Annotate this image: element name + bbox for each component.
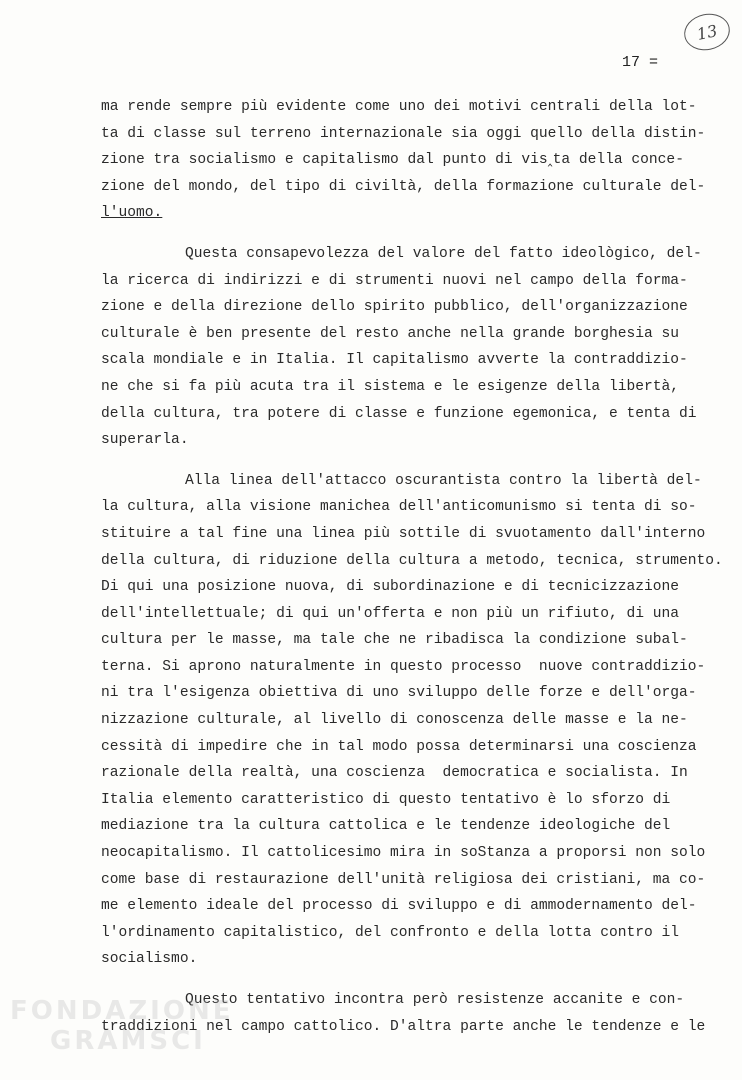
text-line: Italia elemento caratteristico di questo tentativo è lo sforzo di — [101, 791, 671, 808]
text-line: Questo tentativo incontra però resistenze accanite e con- — [185, 992, 685, 1008]
text-line: cultura per le masse, ma tale che ne ribadisca la condizione subal- — [101, 632, 688, 649]
paragraph-gap — [101, 454, 741, 468]
text-line: superarla. — [101, 432, 189, 449]
text-line: della cultura, tra potere di classe e funzione egemonica, e tenta di — [101, 405, 697, 422]
paragraph — [101, 468, 741, 973]
paragraph-gap — [101, 227, 741, 241]
body-text — [101, 94, 741, 1040]
archive-stamp — [681, 10, 733, 55]
text-line: mediazione tra la cultura cattolica e le tendenze ideologiche del — [101, 818, 671, 835]
text-line: culturale è ben presente del resto anche nella grande borghesia su — [101, 325, 680, 342]
text-line: me elemento ideale del processo di sviluppo e di ammodernamento del- — [101, 898, 697, 915]
text-line: zione del mondo, del tipo di civiltà, della formazione culturale del- — [101, 178, 706, 195]
text-line: neocapitalismo. Il cattolicesimo mira in soStanza a proporsi non solo — [101, 845, 706, 862]
text-line: ni tra l'esigenza obiettiva di uno sviluppo delle forze e dell'orga- — [101, 685, 697, 702]
text-line: ne che si fa più acuta tra il sistema e le esigenze della libertà, — [101, 378, 680, 395]
text-line: zione tra socialismo e capitalismo dal punto di vis‸ta della conce- — [101, 152, 684, 169]
watermark — [10, 996, 233, 1056]
text-line: la cultura, alla visione manichea dell'anticomunismo si tenta di so- — [101, 499, 697, 516]
text-line: della cultura, di riduzione della cultura a metodo, tecnica, strumento. — [101, 552, 723, 569]
text-line: la ricerca di indirizzi e di strumenti nuovi nel campo della forma- — [101, 272, 688, 289]
page-number: 17 = — [622, 54, 659, 71]
text-line: stituire a tal fine una linea più sottile di svuotamento dall'interno — [101, 525, 706, 542]
text-line: zione e della direzione dello spirito pubblico, dell'organizzazione — [101, 299, 688, 316]
text-line: come base di restaurazione dell'unità religiosa dei cristiani, ma co- — [101, 871, 706, 888]
paragraph — [101, 241, 741, 454]
text-line: socialismo. — [101, 951, 198, 968]
text-line: l'uomo. — [101, 205, 163, 222]
text-line: Alla linea dell'attacco oscurantista contro la libertà del- — [185, 472, 702, 489]
watermark-line: GRAMSCI — [50, 1026, 206, 1056]
paragraph — [101, 94, 741, 227]
text-line: l'ordinamento capitalistico, del confronto e della lotta contro il — [101, 924, 680, 941]
text-line: dell'intellettuale; di qui un'offerta e non più un rifiuto, di una — [101, 605, 680, 622]
stamp-number: 13 — [695, 20, 719, 44]
paragraph-gap — [101, 973, 741, 987]
text-line: Di qui una posizione nuova, di subordinazione e di tecnicizzazione — [101, 579, 680, 596]
text-line: ta di classe sul terreno internazionale sia oggi quello della distin- — [101, 125, 706, 142]
watermark-line: FONDAZIONE — [10, 996, 234, 1026]
text-line: ma rende sempre più evidente come uno dei motivi centrali della lot- — [101, 99, 697, 115]
text-line: traddizioni nel campo cattolico. D'altra parte anche le tendenze e le — [101, 1018, 706, 1035]
text-line: Questa consapevolezza del valore del fatto ideològico, del- — [185, 245, 702, 262]
text-line: razionale della realtà, una coscienza democratica e socialista. In — [101, 765, 688, 782]
text-line: nizzazione culturale, al livello di conoscenza delle masse e la ne- — [101, 712, 688, 729]
text-line: cessità di impedire che in tal modo possa determinarsi una coscienza — [101, 738, 697, 755]
text-line: terna. Si aprono naturalmente in questo processo nuove contraddizio- — [101, 658, 706, 675]
text-line: scala mondiale e in Italia. Il capitalismo avverte la contraddizio- — [101, 352, 688, 369]
